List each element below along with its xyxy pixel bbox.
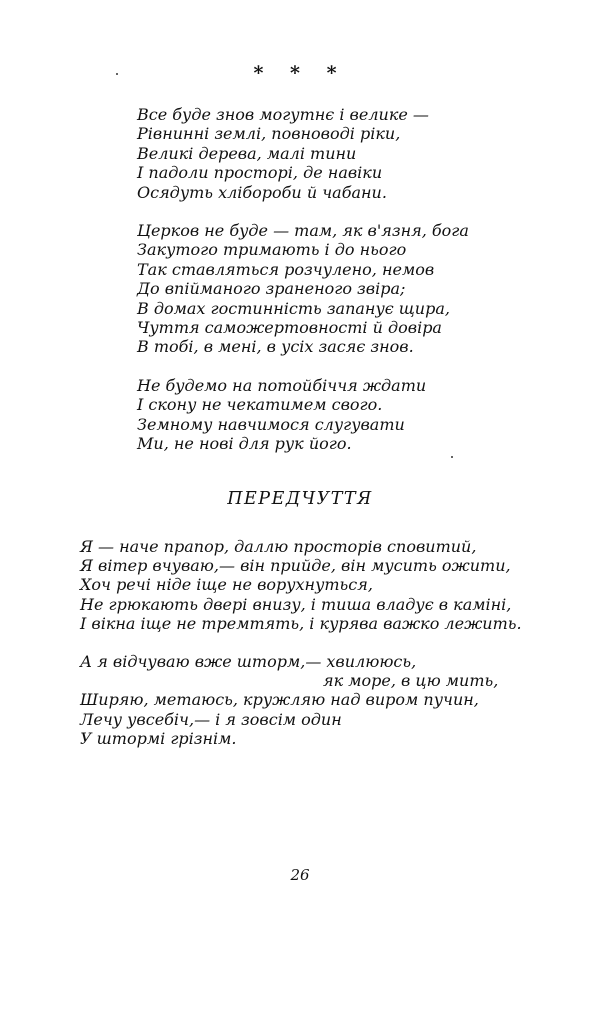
poem-line: А я відчуваю вже шторм,— хвилююсь, [80, 652, 417, 672]
print-speck [451, 456, 453, 458]
poem-line: До впійманого зраненого звіра; [137, 279, 406, 299]
poem-line: Я — наче прапор, даллю просторів сповитий, [80, 537, 477, 556]
poem2-stanza-2 [80, 652, 522, 748]
poem-line: Земному навчимося слугувати [137, 414, 405, 434]
poem-line: Церков не буде — там, як в'язня, бога [137, 221, 469, 241]
poem-line: В домах гостинність запанує щира, [137, 298, 450, 318]
page-number: 26 [290, 866, 310, 884]
poem-line: У штормі грізнім. [80, 728, 237, 748]
poem-untitled [137, 105, 469, 454]
poem-line: В тобі, в мені, в усіх засяє знов. [137, 337, 414, 357]
print-speck [116, 73, 118, 75]
poem1-stanza-1 [137, 105, 469, 202]
poem-line: Ширяю, метаюсь, кружляю над виром пучин, [80, 690, 479, 710]
poem-line: Я вітер вчуваю,— він прийде, він мусить ожити, [80, 556, 511, 576]
poem-line: Не будемо на потойбіччя ждати [137, 375, 427, 395]
poem-line-continuation: як море, в цю мить, [323, 671, 499, 691]
poem-line: Рівнинні землі, повноводі ріки, [137, 124, 401, 144]
section-separator: * * * [253, 62, 347, 84]
poem-line: Великі дерева, малі тини [137, 143, 357, 163]
poem2-stanza-1 [80, 537, 522, 633]
poem-line: Так ставляться розчулено, немов [137, 259, 435, 279]
poem-line: І скону не чекатимем свого. [137, 395, 383, 415]
poem1-stanza-3 [137, 376, 469, 454]
poem-line: Осядуть хлібороби й чабани. [137, 182, 387, 202]
poem-line: Чуття саможертовності й довіра [137, 318, 442, 338]
poem-line: Не грюкають двері внизу, і тиша владує в каміні, [80, 594, 512, 614]
poem-title: ПЕРЕДЧУТТЯ [227, 489, 373, 509]
poem-line: Закутого тримають і до нього [137, 240, 407, 260]
poem1-stanza-2 [137, 221, 469, 357]
poem-line: І падоли просторі, де навіки [137, 163, 383, 183]
poem-line: Ми, не нові для рук його. [137, 434, 352, 454]
poem-peredchuttya [80, 537, 522, 767]
poem-line: Все буде знов могутнє і велике — [137, 105, 429, 124]
poem-line: І вікна іще не тремтять, і курява важко лежить. [80, 613, 522, 633]
poem-line: Лечу увсебіч,— і я зовсім один [80, 709, 342, 729]
poem-line: Хоч речі ніде іще не ворухнуться, [80, 575, 373, 595]
